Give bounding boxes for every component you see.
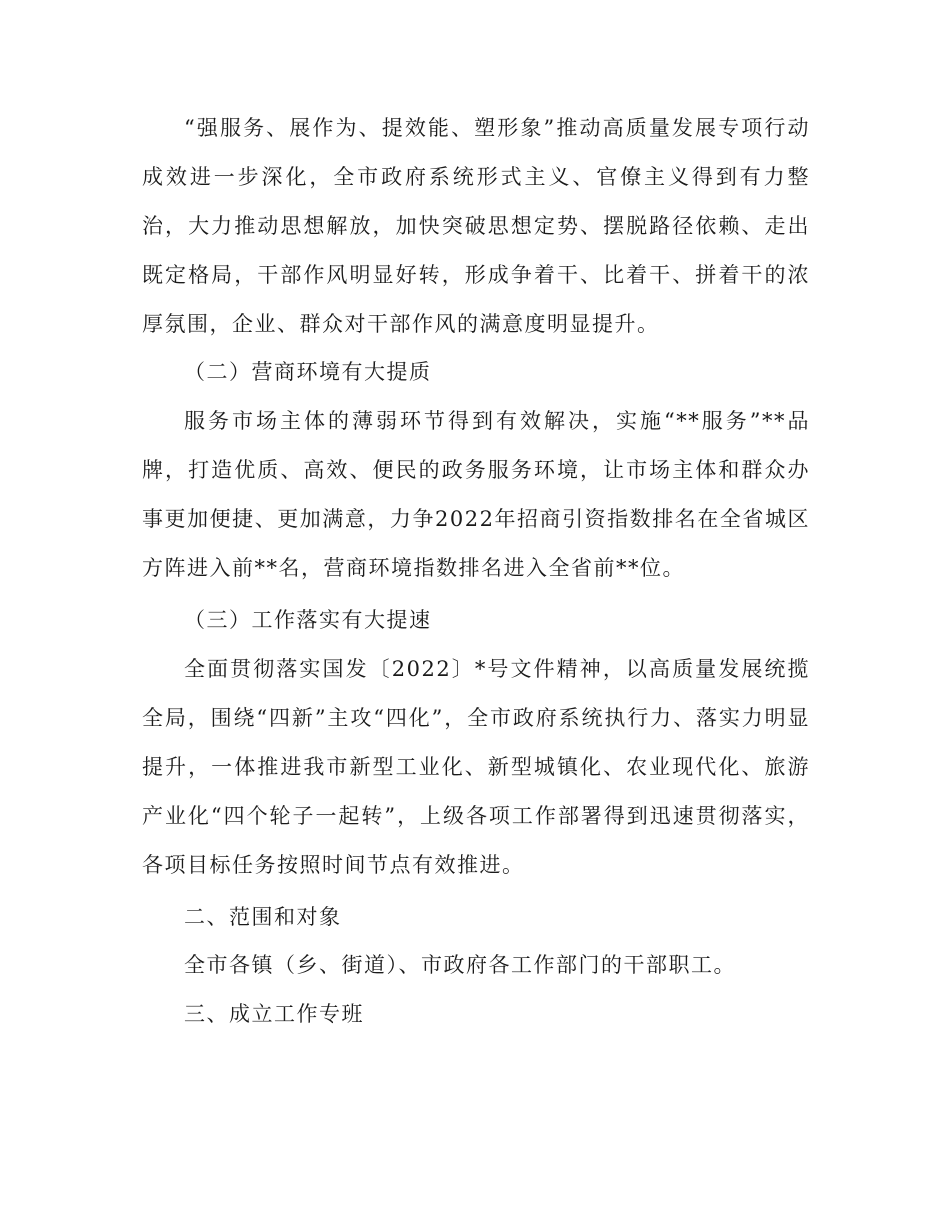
section-heading-work-team: 三、成立工作专班 [184, 1002, 364, 1026]
body-paragraph-business-environment: 服务市场主体的薄弱环节得到有效解决，实施“**服务”**品牌，打造优质、高效、便民的政务服务环境，让市场主体和群众办事更加便捷、更加满意，力争2022年招商引资指数排名在全省城区方阵进入前**名，营商环境指数排名进入全省前**位。 [142, 409, 810, 580]
body-paragraph-work-implementation: 全面贯彻落实国发〔2022〕*号文件精神，以高质量发展统揽全局，围绕“四新”主攻“四化”，全市政府系统执行力、落实力明显提升，一体推进我市新型工业化、新型城镇化、农业现代化、旅游产业化“四个轮子一起转”，上级各项工作部署得到迅速贯彻落实，各项目标任务按照时间节点有效推进。 [142, 657, 810, 877]
body-paragraph-scope: 全市各镇（乡、街道）、市政府各工作部门的干部职工。 [184, 953, 736, 977]
body-paragraph-action-effect: “强服务、展作为、提效能、塑形象”推动高质量发展专项行动成效进一步深化，全市政府系统形式主义、官僚主义得到有力整治，大力推动思想解放，加快突破思想定势、摆脱路径依赖、走出既定格局，干部作风明显好转，形成争着干、比着干、拼着干的浓厚氛围，企业、群众对干部作风的满意度明显提升。 [142, 116, 810, 336]
section-heading-business-environment: （二）营商环境有大提质 [184, 360, 432, 384]
section-heading-work-implementation: （三）工作落实有大提速 [184, 608, 432, 632]
section-heading-scope: 二、范围和对象 [184, 905, 342, 929]
